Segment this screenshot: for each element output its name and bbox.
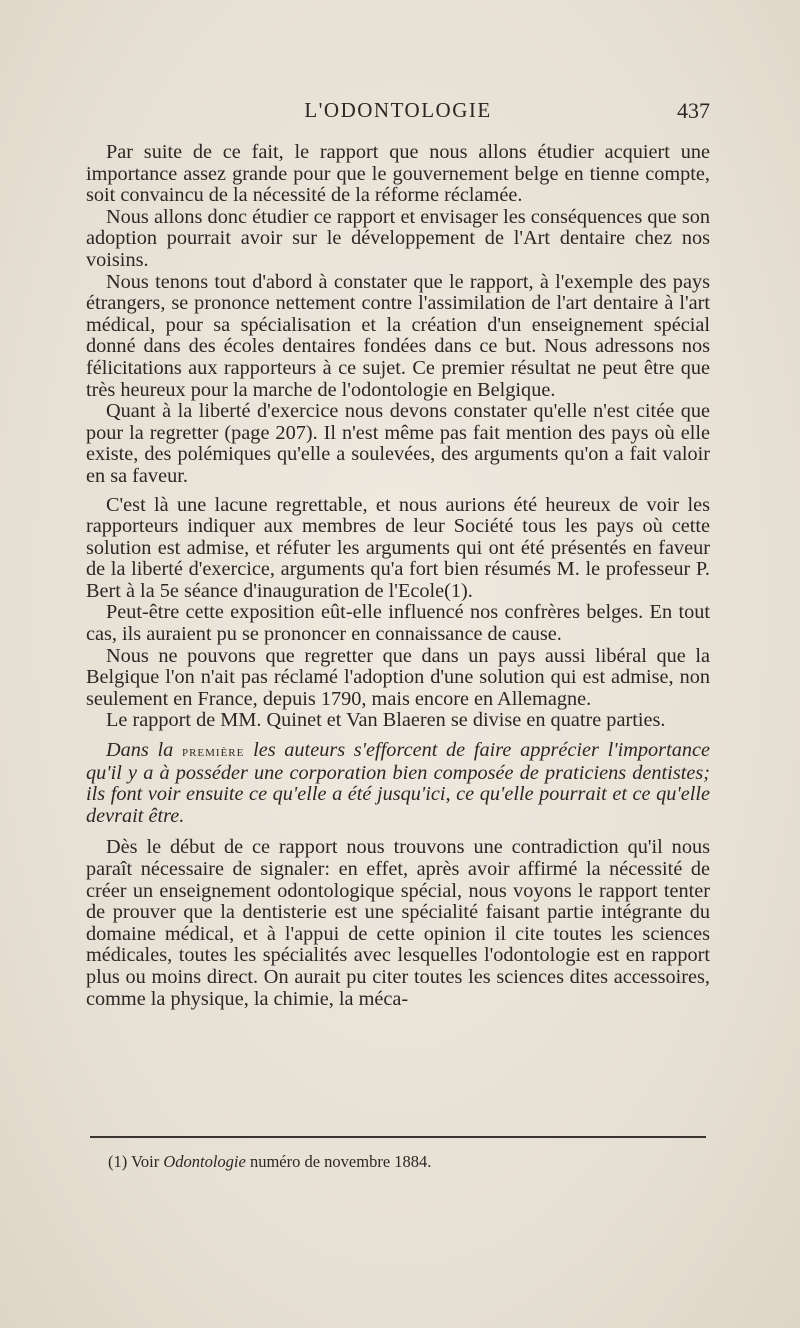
paragraph: Par suite de ce fait, le rapport que nous allons étudier acquiert une importance assez grande pour que le gouvernement belge en tienne compte, soit convaincu de la nécessité de la réforme réclamée. [86, 141, 710, 207]
italic-lead: Dans la [106, 739, 174, 762]
page-header [86, 96, 710, 130]
running-title: L'ODONTOLOGIE [304, 98, 492, 122]
paragraph: Le rapport de MM. Quinet et Van Blaeren se divise en quatre parties. [106, 709, 666, 732]
paragraph: Dès le début de ce rapport nous trouvons une contradiction qu'il nous paraît nécessaire de signaler: en effet, après avoir affirmé la nécessité de créer un enseignement odontologique spécial, nous voyons le rapport tenter de prouver que la dentisterie est une spécialité faisant partie intégrante du domaine médical, et à l'appui de cette opinion il cite toutes les sciences médicales, toutes les spécialités avec lesquelles l'odontologie est en rapport plus ou moins direct. On aurait pu citer toutes les sciences dites accessoires, comme la physique, la chimie, la méca- [86, 836, 710, 1010]
paragraph: Quant à la liberté d'exercice nous devons constater qu'elle n'est citée que pour la regretter (page 207). Il n'est même pas fait mention des pays où elle existe, des polémiques qu'elle a soulevées, des arguments qu'on a fait valoir en sa faveur. [86, 400, 710, 487]
body-text [86, 142, 710, 1010]
footnote [108, 1152, 708, 1172]
footnote-rule [90, 1136, 706, 1138]
footnote-journal: Odontologie [163, 1152, 246, 1171]
paragraph: Nous tenons tout d'abord à constater que le rapport, à l'exemple des pays étrangers, se prononce nettement contre l'assimilation de l'art dentaire à l'art médical, pour sa spécialisation et la création d'un enseignement spécial donné dans des écoles dentaires fondées dans ce but. Nous adressons nos félicitations aux rapporteurs à ce sujet. Ce premier résultat ne peut être que très heureux pour la marche de l'odontologie en Belgique. [86, 270, 710, 401]
italic-paragraph [86, 740, 710, 827]
italic-rest: les auteurs s'efforcent de faire apprécier l'importance qu'il y a à posséder une corporation bien composée de praticiens dentistes; ils font voir ensuite ce qu'elle a été jusqu'ici, ce qu'elle pourrait et ce qu'elle devrait être. [86, 739, 710, 827]
footnote-rest: numéro de novembre 1884. [249, 1152, 432, 1171]
paragraph: Peut-être cette exposition eût-elle influencé nos confrères belges. En tout cas, ils auraient pu se prononcer en connaissance de cause. [86, 601, 710, 646]
footnote-marker: (1) Voir [108, 1152, 160, 1171]
paragraph: Nous ne pouvons que regretter que dans un pays aussi libéral que la Belgique l'on n'ait pas réclamé l'adoption d'une solution qui est admise, non seulement en France, depuis 1790, mais encore en Allemagne. [86, 644, 710, 710]
page-number: 437 [677, 98, 710, 123]
smallcaps-word: première [181, 743, 245, 761]
paragraph: Nous allons donc étudier ce rapport et envisager les conséquences que son adoption pourrait avoir sur le développement de l'Art dentaire chez nos voisins. [86, 205, 710, 271]
paragraph: C'est là une lacune regrettable, et nous aurions été heureux de voir les rapporteurs indiquer aux membres de leur Société tous les pays où cette solution est admise, et réfuter les arguments qui ont été présentés en faveur de la liberté d'exercice, arguments qu'a fort bien résumés M. le professeur P. Bert à la 5e séance d'inauguration de l'Ecole(1). [86, 493, 710, 602]
